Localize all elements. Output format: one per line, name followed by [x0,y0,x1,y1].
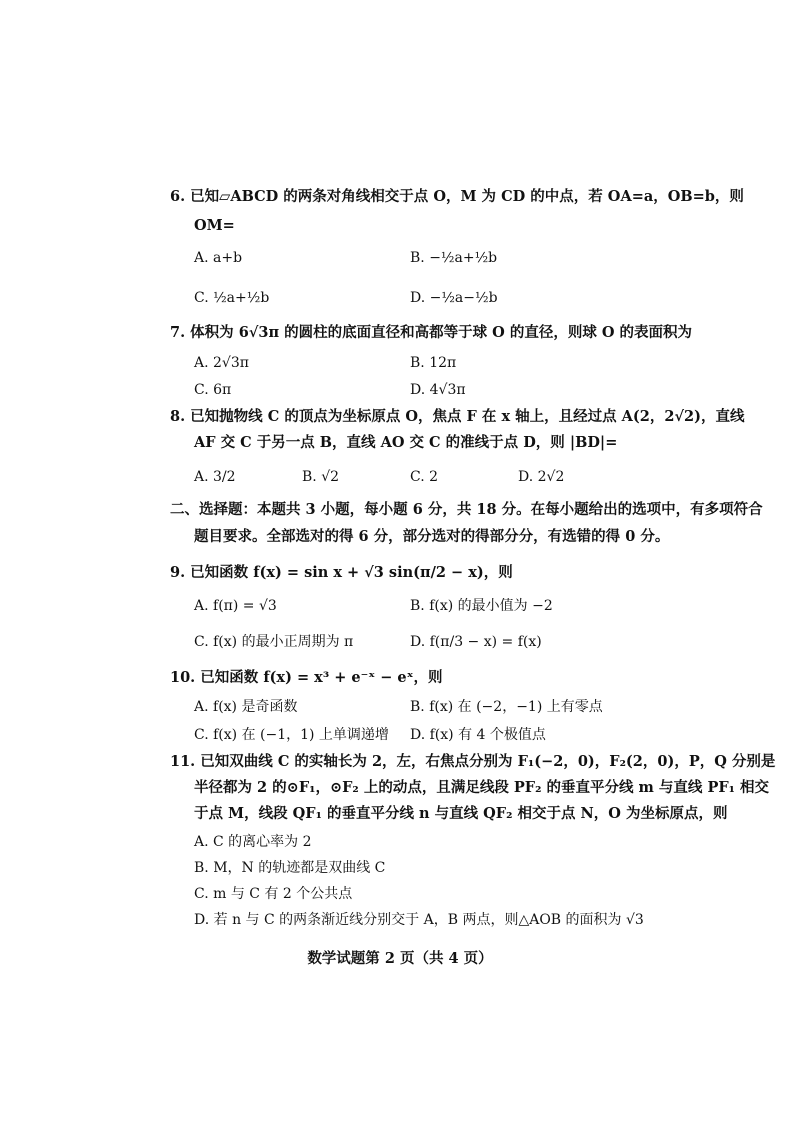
q7-option-d: D. 4√3π [410,382,466,398]
q11-option-b: B. M，N 的轨迹都是双曲线 C [194,860,386,876]
q8-option-d: D. 2√2 [518,469,565,485]
q6-stem-line2: OM= [194,217,235,234]
q11-stem-line2: 半径都为 2 的⊙F₁，⊙F₂ 上的动点，且满足线段 PF₂ 的垂直平分线 m 与直线 PF₁ 相交 [194,779,770,796]
q8-option-b: B. √2 [302,469,340,485]
q6-option-b: B. −½a+½b [410,250,498,266]
q10-option-a: A. f(x) 是奇函数 [194,699,298,715]
q11-stem-line1: 11. 已知双曲线 C 的实轴长为 2，左，右焦点分别为 F₁(−2，0)，F₂(2，0)，P，Q 分别是 [170,753,776,770]
q10-option-c: C. f(x) 在 (−1，1) 上单调递增 [194,727,389,743]
q11-stem-line3: 于点 M，线段 QF₁ 的垂直平分线 n 与直线 QF₂ 相交于点 N，O 为坐标原点，则 [194,805,728,822]
q10-stem: 10. 已知函数 f(x) = x³ + e⁻ˣ − eˣ，则 [170,669,443,686]
q6-option-a: A. a+b [194,250,243,266]
q9-option-c: C. f(x) 的最小正周期为 π [194,634,354,650]
q6-option-d: D. −½a−½b [410,290,498,306]
q8-stem-line1: 8. 已知抛物线 C 的顶点为坐标原点 O，焦点 F 在 x 轴上，且经过点 A(2，2√2)，直线 [170,408,745,425]
q6-stem-line1: 6. 已知▱ABCD 的两条对角线相交于点 O，M 为 CD 的中点，若 OA=a，OB=b，则 [170,188,744,205]
q10-option-d: D. f(x) 有 4 个极值点 [410,727,546,743]
q10-option-b: B. f(x) 在 (−2，−1) 上有零点 [410,699,603,715]
q9-option-b: B. f(x) 的最小值为 −2 [410,598,553,614]
q9-option-d: D. f(π/3 − x) = f(x) [410,634,542,650]
q7-option-a: A. 2√3π [194,355,249,371]
q9-stem: 9. 已知函数 f(x) = sin x + √3 sin(π/2 − x)，则 [170,564,513,581]
section2-heading-line1: 二、选择题：本题共 3 小题，每小题 6 分，共 18 分。在每小题给出的选项中，有多项符合 [170,501,763,518]
page-footer: 数学试题第 2 页（共 4 页） [307,950,493,967]
q6-option-c: C. ½a+½b [194,290,270,306]
q8-stem-line2: AF 交 C 于另一点 B，直线 AO 交 C 的准线于点 D，则 |BD|= [194,434,618,451]
q9-option-a: A. f(π) = √3 [194,598,277,614]
q8-option-c: C. 2 [410,469,439,485]
q11-option-a: A. C 的离心率为 2 [194,834,312,850]
q7-stem: 7. 体积为 6√3π 的圆柱的底面直径和高都等于球 O 的直径，则球 O 的表面积为 [170,324,693,341]
q8-option-a: A. 3/2 [194,469,236,485]
q7-option-b: B. 12π [410,355,457,371]
q11-option-c: C. m 与 C 有 2 个公共点 [194,886,353,902]
q11-option-d: D. 若 n 与 C 的两条渐近线分别交于 A，B 两点，则△AOB 的面积为 √3 [194,912,644,928]
q7-option-c: C. 6π [194,382,232,398]
section2-heading-line2: 题目要求。全部选对的得 6 分，部分选对的得部分分，有选错的得 0 分。 [194,528,670,545]
